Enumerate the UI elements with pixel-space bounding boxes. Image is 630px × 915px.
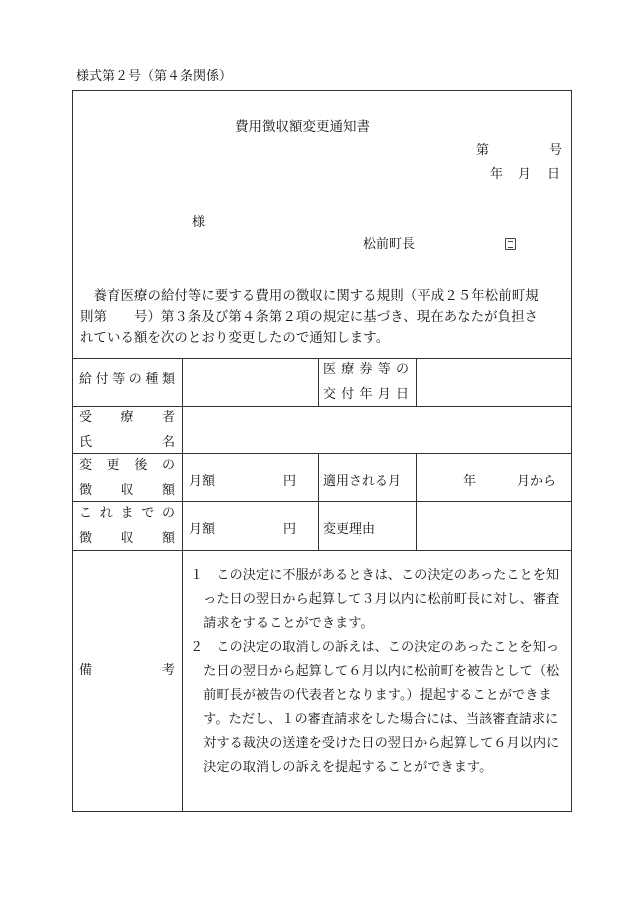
row-rule-4 [73, 550, 571, 551]
remarks-line-7: す。ただし、１の審査請求をした場合には、当該審査請求に [190, 712, 559, 727]
row-rule-2 [73, 453, 571, 454]
document-title: 費用徴収額変更通知書 [235, 119, 370, 135]
applied-year-unit: 年 [463, 474, 477, 489]
rows34-right-rule [416, 453, 417, 550]
previous-amount-prefix: 月額 [189, 522, 216, 537]
ticket-issue-date-label [323, 363, 409, 403]
remarks-line-4: ２ この決定の取消しの訴えは、この決定のあったことを知っ [190, 640, 560, 655]
remarks-line-3: 請求をすることができます。 [190, 616, 374, 631]
change-reason-label: 変更理由 [323, 522, 376, 537]
patient-name-label [79, 411, 175, 451]
patient-label-line2: 氏 名 [79, 435, 175, 450]
date-year: 年 [490, 167, 504, 182]
ticket-issue-label-line2: 交 付 年 月 日 [323, 387, 409, 402]
number-suffix: 号 [549, 143, 563, 158]
remarks-line-9: 決定の取消しの訴えを提起することができます。 [190, 760, 493, 775]
new-amount-unit: 円 [283, 474, 297, 489]
form-label: 様式第２号（第４条関係） [76, 69, 233, 84]
previous-amount-label [79, 507, 175, 547]
seal-stamp-icon [505, 238, 516, 250]
new-amount-label-line1: 変 更 後 の [79, 458, 175, 473]
remarks-notes [190, 564, 566, 780]
remarks-line-1: １ この決定に不服があるときは、この決定のあったことを知 [190, 568, 560, 583]
applied-from-month: 月から [517, 474, 557, 489]
issuer-name: 松前町長 [363, 237, 416, 252]
remarks-line-8: 対する裁決の送達を受けた日の翌日から起算して６月以内に [190, 736, 560, 751]
remarks-line-5: た日の翌日から起算して６月以内に松前町を被告として（松 [190, 664, 560, 679]
benefit-type-label-text: 給 付 等 の 種 類 [79, 372, 175, 387]
ticket-issue-date-value[interactable] [418, 358, 570, 404]
row1-mid-rule [318, 358, 319, 406]
remarks-line-6: 前町長が被告の代表者となります。）提起することができま [190, 688, 552, 703]
body-line-3: れている額を次のとおり変更したので通知します。 [80, 331, 390, 346]
body-line-1: 養育医療の給付等に要する費用の徴収に関する規則（平成２５年松前町規 [80, 289, 539, 304]
label-column-rule [182, 358, 183, 811]
new-amount-label-line2: 徴 収 額 [79, 483, 175, 498]
previous-amount-unit: 円 [283, 522, 297, 537]
date-day: 日 [547, 167, 561, 182]
rows34-mid-rule [318, 453, 319, 550]
notice-body [80, 286, 562, 349]
body-line-2: 則第 号）第３条及び第４条第２項の規定に基づき、現在あなたが負担さ [80, 310, 539, 325]
date-month: 月 [518, 167, 532, 182]
ticket-issue-label-line1: 医 療 券 等 の [323, 362, 409, 377]
previous-amount-label-line1: こ れ ま で の [79, 506, 175, 521]
row1-right-rule [416, 358, 417, 406]
remarks-label-text: 備 考 [79, 663, 175, 678]
patient-name-value[interactable] [184, 406, 570, 452]
previous-amount-label-line2: 徴 収 額 [79, 531, 175, 546]
applied-month-label: 適用される月 [323, 474, 402, 489]
new-amount-prefix: 月額 [189, 474, 216, 489]
change-reason-value[interactable] [418, 502, 570, 548]
benefit-type-value[interactable] [184, 358, 318, 404]
new-amount-label [79, 459, 175, 499]
benefit-type-label [79, 373, 175, 389]
patient-label-line1: 受 療 者 [79, 410, 175, 425]
number-prefix: 第 [476, 143, 490, 158]
remarks-label [79, 664, 175, 680]
addressee-honorific: 様 [192, 215, 206, 230]
remarks-line-2: った日の翌日から起算して３月以内に松前町長に対し、審査 [190, 592, 560, 607]
